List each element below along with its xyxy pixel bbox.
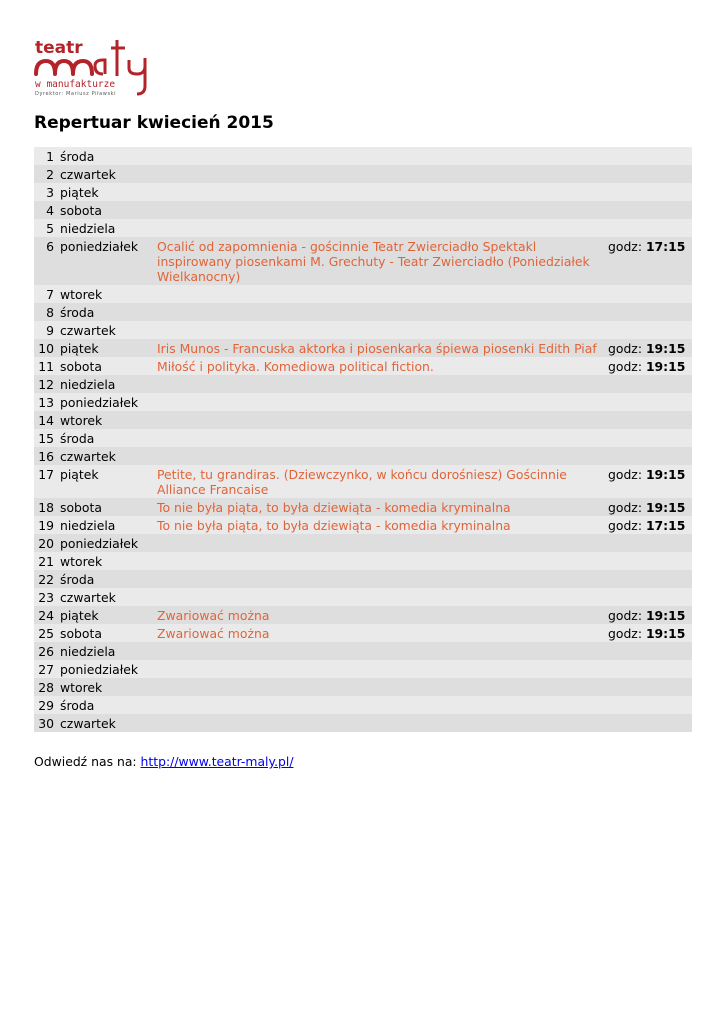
weekday: środa (60, 149, 95, 164)
schedule-row (34, 429, 692, 447)
page-title: Repertuar kwiecień 2015 (34, 113, 274, 133)
event-time (608, 588, 692, 591)
event-title (157, 570, 608, 573)
day-number: 13 (38, 395, 54, 410)
event-time (608, 237, 692, 255)
schedule-row (34, 147, 692, 165)
event-title (157, 303, 608, 306)
footer-prefix: Odwiedź nas na: (34, 754, 141, 769)
event-title[interactable]: To nie była piąta, to była dziewiąta - komedia kryminalna (157, 500, 511, 515)
event-time (608, 660, 692, 663)
day-number: 12 (38, 377, 54, 392)
event-time (608, 447, 692, 450)
time-label: godz: (608, 626, 646, 641)
weekday: czwartek (60, 167, 116, 182)
schedule-row (34, 552, 692, 570)
weekday: piątek (60, 341, 99, 356)
weekday: sobota (60, 500, 102, 515)
weekday: środa (60, 572, 95, 587)
event-title[interactable]: To nie była piąta, to była dziewiąta - komedia kryminalna (157, 518, 511, 533)
event-time (608, 165, 692, 168)
schedule-row (34, 201, 692, 219)
schedule-row (34, 624, 692, 642)
schedule-row (34, 285, 692, 303)
weekday: poniedziałek (60, 662, 139, 677)
weekday: sobota (60, 359, 102, 374)
time-value: 19:15 (645, 467, 686, 482)
time-value: 19:15 (645, 626, 686, 641)
event-title[interactable]: Iris Munos - Francuska aktorka i piosenkarka śpiewa piosenki Edith Piaf (157, 341, 597, 356)
event-title (157, 411, 608, 414)
weekday: środa (60, 698, 95, 713)
time-label: godz: (608, 518, 646, 533)
weekday: niedziela (60, 221, 116, 236)
event-title (157, 660, 608, 663)
day-number: 25 (38, 626, 54, 641)
event-title[interactable]: Miłość i polityka. Komediowa political fiction. (157, 359, 434, 374)
event-title (157, 552, 608, 555)
weekday: piątek (60, 608, 99, 623)
event-time (608, 429, 692, 432)
weekday: poniedziałek (60, 395, 139, 410)
event-title (157, 375, 608, 378)
schedule-row (34, 678, 692, 696)
time-label: godz: (608, 608, 646, 623)
event-time (608, 285, 692, 288)
weekday: środa (60, 305, 95, 320)
theatre-logo (33, 36, 153, 98)
event-title (157, 219, 608, 222)
day-number: 27 (38, 662, 54, 677)
schedule-row (34, 411, 692, 429)
event-title (157, 642, 608, 645)
logo-director-text: Dyrektor: Mariusz Piławski (35, 91, 117, 97)
footer (34, 754, 294, 769)
event-title[interactable]: Zwariować można (157, 626, 270, 641)
event-title[interactable]: Petite, tu grandiras. (Dziewczynko, w końcu dorośniesz) Gościnnie Alliance Francaise (157, 467, 567, 497)
schedule-row (34, 588, 692, 606)
day-number: 29 (38, 698, 54, 713)
day-number: 5 (46, 221, 54, 236)
weekday: wtorek (60, 680, 103, 695)
day-number: 1 (46, 149, 54, 164)
schedule-row (34, 303, 692, 321)
day-number: 4 (46, 203, 54, 218)
event-time (608, 183, 692, 186)
event-title (157, 201, 608, 204)
schedule-row (34, 516, 692, 534)
event-time (608, 714, 692, 717)
weekday: wtorek (60, 287, 103, 302)
schedule-row (34, 339, 692, 357)
day-number: 16 (38, 449, 54, 464)
schedule-table (34, 147, 692, 732)
day-number: 10 (38, 341, 54, 356)
event-title (157, 447, 608, 450)
event-time (608, 357, 692, 375)
event-title (157, 696, 608, 699)
weekday: wtorek (60, 413, 103, 428)
day-number: 15 (38, 431, 54, 446)
day-number: 3 (46, 185, 54, 200)
schedule-row (34, 465, 692, 498)
time-value: 19:15 (645, 359, 686, 374)
day-number: 8 (46, 305, 54, 320)
time-value: 17:15 (645, 239, 686, 254)
event-title[interactable]: Zwariować można (157, 608, 270, 623)
event-time (608, 678, 692, 681)
event-time (608, 642, 692, 645)
time-value: 19:15 (645, 341, 686, 356)
weekday: czwartek (60, 449, 116, 464)
event-time (608, 393, 692, 396)
time-label: godz: (608, 239, 646, 254)
schedule-row (34, 660, 692, 678)
day-number: 30 (38, 716, 54, 731)
weekday: środa (60, 431, 95, 446)
weekday: wtorek (60, 554, 103, 569)
event-title (157, 678, 608, 681)
time-label: godz: (608, 500, 646, 515)
schedule-row (34, 165, 692, 183)
event-time (608, 411, 692, 414)
website-link[interactable]: http://www.teatr-maly.pl/ (140, 754, 294, 769)
event-time (608, 534, 692, 537)
logo-sub-text: w manufakturze (35, 79, 116, 90)
event-time (608, 201, 692, 204)
event-title (157, 183, 608, 186)
time-label: godz: (608, 467, 646, 482)
day-number: 26 (38, 644, 54, 659)
event-title (157, 534, 608, 537)
day-number: 19 (38, 518, 54, 533)
schedule-row (34, 606, 692, 624)
weekday: niedziela (60, 644, 116, 659)
day-number: 22 (38, 572, 54, 587)
logo-top-text: teatr (35, 38, 83, 58)
logo-graphic (33, 36, 153, 98)
event-title[interactable]: Ocalić od zapomnienia - gościnnie Teatr Zwierciadło Spektakl inspirowany piosenkami M. Grechuty - Teatr Zwierciadło (Poniedziałek Wielkanocny) (157, 239, 590, 284)
day-number: 9 (46, 323, 54, 338)
schedule-row (34, 321, 692, 339)
event-time (608, 219, 692, 222)
weekday: czwartek (60, 323, 116, 338)
event-time (608, 696, 692, 699)
day-number: 28 (38, 680, 54, 695)
weekday: czwartek (60, 716, 116, 731)
event-time (608, 570, 692, 573)
schedule-row (34, 219, 692, 237)
event-time (608, 498, 692, 516)
event-time (608, 606, 692, 624)
schedule-row (34, 534, 692, 552)
weekday: czwartek (60, 590, 116, 605)
event-title (157, 588, 608, 591)
day-number: 11 (38, 359, 54, 374)
time-value: 19:15 (645, 500, 686, 515)
day-number: 14 (38, 413, 54, 428)
event-time (608, 147, 692, 150)
time-value: 19:15 (645, 608, 686, 623)
event-title (157, 714, 608, 717)
event-time (608, 303, 692, 306)
day-number: 7 (46, 287, 54, 302)
day-number: 17 (38, 467, 54, 482)
schedule-row (34, 642, 692, 660)
schedule-row (34, 570, 692, 588)
day-number: 24 (38, 608, 54, 623)
weekday: poniedziałek (60, 536, 139, 551)
day-number: 6 (46, 239, 54, 254)
schedule-row (34, 357, 692, 375)
day-number: 18 (38, 500, 54, 515)
time-label: godz: (608, 359, 646, 374)
weekday: piątek (60, 467, 99, 482)
schedule-row (34, 714, 692, 732)
schedule-row (34, 393, 692, 411)
weekday: sobota (60, 203, 102, 218)
schedule-row (34, 447, 692, 465)
weekday: poniedziałek (60, 239, 139, 254)
day-number: 2 (46, 167, 54, 182)
event-title (157, 285, 608, 288)
event-time (608, 375, 692, 378)
day-number: 20 (38, 536, 54, 551)
weekday: piątek (60, 185, 99, 200)
schedule-row (34, 237, 692, 285)
time-value: 17:15 (645, 518, 686, 533)
event-time (608, 552, 692, 555)
event-title (157, 393, 608, 396)
weekday: sobota (60, 626, 102, 641)
time-label: godz: (608, 341, 646, 356)
event-title (157, 429, 608, 432)
event-title (157, 165, 608, 168)
event-title (157, 321, 608, 324)
event-time (608, 516, 692, 534)
event-time (608, 339, 692, 357)
weekday: niedziela (60, 518, 116, 533)
event-time (608, 624, 692, 642)
event-time (608, 465, 692, 483)
weekday: niedziela (60, 377, 116, 392)
schedule-row (34, 375, 692, 393)
event-title (157, 147, 608, 150)
schedule-row (34, 498, 692, 516)
day-number: 23 (38, 590, 54, 605)
schedule-row (34, 183, 692, 201)
event-time (608, 321, 692, 324)
day-number: 21 (38, 554, 54, 569)
schedule-row (34, 696, 692, 714)
